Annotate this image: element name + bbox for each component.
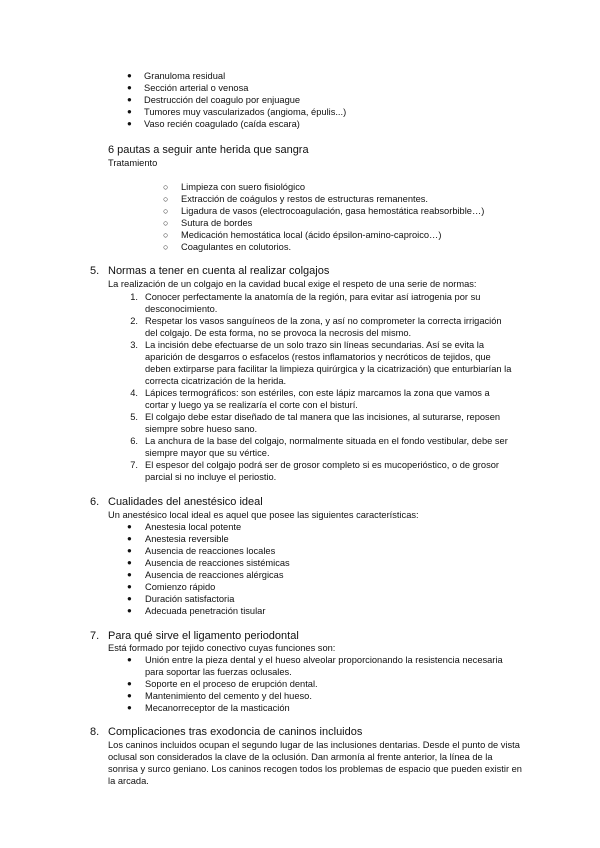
pautas-heading: 6 pautas a seguir ante herida que sangra bbox=[108, 144, 309, 156]
list-item: Vaso recién coagulado (caída escara) bbox=[144, 119, 300, 129]
bullet-icon: ● bbox=[127, 655, 132, 664]
section-paragraph: Los caninos incluidos ocupan el segundo lugar de las inclusiones dentarias. Desde el punto de vista oclusal son considerados la clave de la oclusión. Dan armonía al frente anterior, la línea de la sonrisa y surco geniano. Los caninos recogen todos los problemas de espacio que pueden existir en la arcada. bbox=[108, 740, 522, 786]
section-number: 8. bbox=[90, 726, 100, 738]
list-item: Conocer perfectamente la anatomía de la región, para evitar así iatrogenia por su desconocimiento. bbox=[145, 292, 481, 314]
list-item: Duración satisfactoria bbox=[145, 594, 235, 604]
list-item: Mantenimiento del cemento y del hueso. bbox=[145, 691, 312, 701]
section-heading: Cualidades del anestésico ideal bbox=[108, 496, 263, 508]
section-heading: Para qué sirve el ligamento periodontal bbox=[108, 630, 299, 642]
list-item: Extracción de coágulos y restos de estructuras remanentes. bbox=[181, 194, 429, 204]
list-item: Coagulantes en colutorios. bbox=[181, 242, 292, 252]
list-item: Destrucción del coagulo por enjuague bbox=[144, 95, 301, 105]
list-item: El espesor del colgajo podrá ser de grosor completo si es mucoperióstico, o de grosor parcial si no incluye el periostio. bbox=[145, 460, 499, 482]
list-item: Soporte en el proceso de erupción dental. bbox=[145, 679, 318, 689]
circle-bullet-icon: ○ bbox=[163, 218, 169, 228]
bullet-icon: ● bbox=[127, 71, 132, 80]
section-number: 6. bbox=[90, 496, 100, 508]
list-item: Unión entre la pieza dental y el hueso alveolar proporcionando la resistencia necesaria para soportar las fuerzas oclusales. bbox=[145, 655, 503, 677]
bullet-icon: ● bbox=[127, 679, 132, 688]
item-number: 3. bbox=[130, 340, 138, 350]
list-item: Medicación hemostática local (ácido épsilon-amino-caproico…) bbox=[181, 230, 442, 240]
list-item: Comienzo rápido bbox=[145, 582, 216, 592]
circle-bullet-icon: ○ bbox=[163, 194, 169, 204]
circle-bullet-icon: ○ bbox=[163, 182, 169, 192]
item-number: 1. bbox=[130, 292, 138, 302]
section-intro: Está formado por tejido conectivo cuyas funciones son: bbox=[108, 643, 336, 653]
list-item: Granuloma residual bbox=[144, 71, 226, 81]
bullet-icon: ● bbox=[127, 83, 132, 92]
bullet-icon: ● bbox=[127, 691, 132, 700]
bullet-icon: ● bbox=[127, 546, 132, 555]
list-item: Mecanorreceptor de la masticación bbox=[145, 703, 290, 713]
section-heading: Complicaciones tras exodoncia de caninos incluidos bbox=[108, 726, 363, 738]
section-intro: La realización de un colgajo en la cavidad bucal exige el respeto de una serie de normas: bbox=[108, 279, 477, 289]
bullet-icon: ● bbox=[127, 703, 132, 712]
list-item: Ausencia de reacciones locales bbox=[145, 546, 276, 556]
list-item: Ausencia de reacciones alérgicas bbox=[145, 570, 284, 580]
circle-bullet-icon: ○ bbox=[163, 242, 169, 252]
list-item: Ausencia de reacciones sistémicas bbox=[145, 558, 290, 568]
pautas-subheading: Tratamiento bbox=[108, 158, 158, 168]
list-item: Lápices termográficos: son estériles, con este lápiz marcamos la zona que vamos a cortar y luego ya se realizaría el corte con el bisturí. bbox=[145, 388, 490, 410]
bullet-icon: ● bbox=[127, 95, 132, 104]
list-item: Tumores muy vascularizados (angioma, épulis...) bbox=[144, 107, 347, 117]
bullet-icon: ● bbox=[127, 558, 132, 567]
item-number: 2. bbox=[130, 316, 138, 326]
item-number: 7. bbox=[130, 460, 138, 470]
bullet-icon: ● bbox=[127, 582, 132, 591]
bullet-icon: ● bbox=[127, 107, 132, 116]
list-item: Sección arterial o venosa bbox=[144, 83, 249, 93]
section-number: 7. bbox=[90, 630, 100, 642]
circle-bullet-icon: ○ bbox=[163, 230, 169, 240]
list-item: La anchura de la base del colgajo, normalmente situada en el fondo vestibular, debe ser siempre mayor que su vértice. bbox=[145, 436, 508, 458]
list-item: Sutura de bordes bbox=[181, 218, 253, 228]
bullet-icon: ● bbox=[127, 119, 132, 128]
bullet-icon: ● bbox=[127, 522, 132, 531]
list-item: Adecuada penetración tisular bbox=[145, 606, 266, 616]
list-item: Limpieza con suero fisiológico bbox=[181, 182, 306, 192]
bullet-icon: ● bbox=[127, 534, 132, 543]
bullet-icon: ● bbox=[127, 570, 132, 579]
section-number: 5. bbox=[90, 265, 100, 277]
circle-bullet-icon: ○ bbox=[163, 206, 169, 216]
item-number: 4. bbox=[130, 388, 138, 398]
list-item: Ligadura de vasos (electrocoagulación, gasa hemostática reabsorbible…) bbox=[181, 206, 485, 216]
list-item: El colgajo debe estar diseñado de tal manera que las incisiones, al suturarse, reposen siempre sobre hueso sano. bbox=[145, 412, 501, 434]
list-item: Anestesia reversible bbox=[145, 534, 229, 544]
item-number: 5. bbox=[130, 412, 138, 422]
list-item: Respetar los vasos sanguíneos de la zona, y así no comprometer la correcta irrigación del colgajo. De esta forma, no se provoca la necrosis del mismo. bbox=[145, 316, 502, 338]
list-item: La incisión debe efectuarse de un solo trazo sin líneas secundarias. Así se evita la aparición de desgarros o esfacelos (restos inflamatorios y necróticos de tejidos, que deben extirparse para facilitar la limpieza quirúrgica y la cicatrización) que enturbiarían la correcta cicatrización de la herida. bbox=[145, 340, 512, 386]
bullet-icon: ● bbox=[127, 594, 132, 603]
list-item: Anestesia local potente bbox=[145, 522, 242, 532]
bullet-icon: ● bbox=[127, 606, 132, 615]
item-number: 6. bbox=[130, 436, 138, 446]
section-heading: Normas a tener en cuenta al realizar colgajos bbox=[108, 265, 330, 277]
section-intro: Un anestésico local ideal es aquel que posee las siguientes características: bbox=[108, 510, 419, 520]
